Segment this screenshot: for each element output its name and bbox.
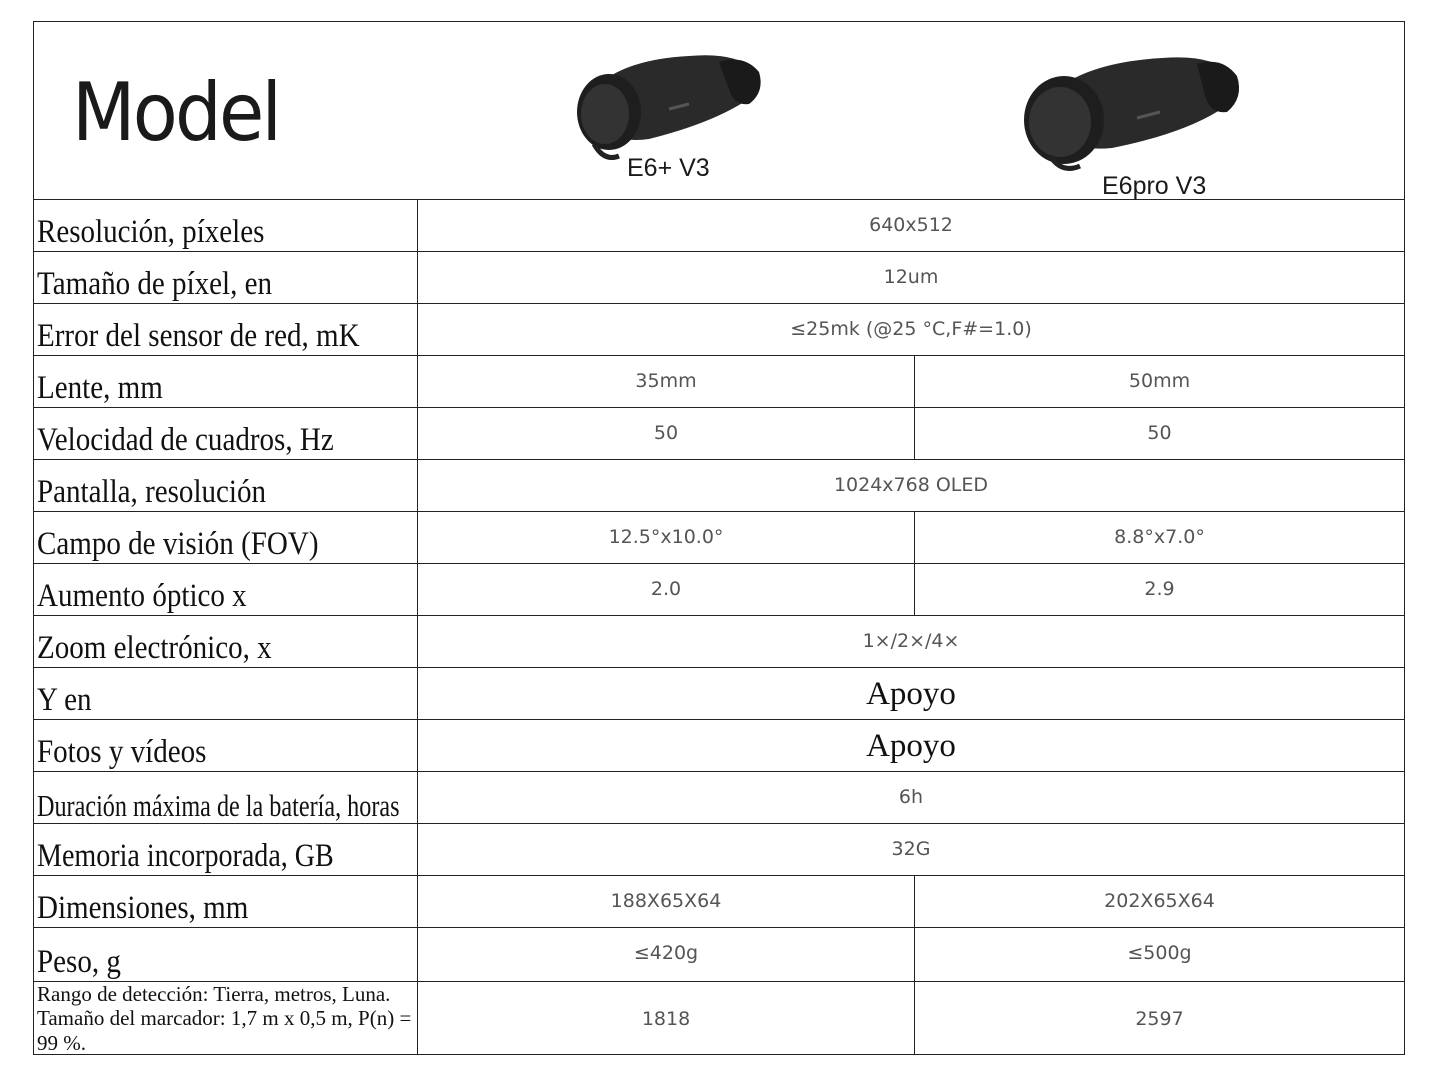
product-name-e6plus: E6+ V3: [627, 154, 710, 182]
row-value: Apoyo: [866, 676, 956, 712]
row-value-e6plus: 188X65X64: [418, 876, 915, 927]
table-row: [34, 616, 1404, 668]
thermal-monocular-icon: [1022, 44, 1252, 174]
table-row: [34, 356, 1404, 408]
table-row: [34, 876, 1404, 928]
row-value: 32G: [891, 838, 931, 860]
table-row: [34, 668, 1404, 720]
row-label: Memoria incorporada, GB: [34, 824, 418, 875]
row-value-e6plus: 12.5°x10.0°: [418, 512, 915, 563]
table-row: [34, 304, 1404, 356]
product-name-e6pro: E6pro V3: [1102, 172, 1207, 200]
table-row: [34, 460, 1404, 512]
table-header: [34, 22, 1404, 200]
row-value-e6plus: ≤420g: [418, 928, 915, 981]
row-label: Velocidad de cuadros, Hz: [34, 408, 418, 459]
row-label: Pantalla, resolución: [34, 460, 418, 511]
row-value-e6plus: 50: [418, 408, 915, 459]
table-row: [34, 928, 1404, 982]
row-label: Resolución, píxeles: [34, 200, 418, 251]
product-e6pro: [1022, 44, 1262, 200]
table-row: [34, 564, 1404, 616]
row-label: Peso, g: [34, 928, 418, 981]
row-label: Tamaño de píxel, en: [34, 252, 418, 303]
row-label: Rango de detección: Tierra, metros, Luna. Tamaño del marcador: 1,7 m x 0,5 m, P(n) = 99 %.: [34, 982, 418, 1055]
row-value-e6plus: 35mm: [418, 356, 915, 407]
row-value: 1×/2×/4×: [862, 630, 960, 652]
table-row: [34, 512, 1404, 564]
row-label: Aumento óptico x: [34, 564, 418, 615]
row-label: Campo de visión (FOV): [34, 512, 418, 563]
table-row: [34, 720, 1404, 772]
row-value: 12um: [883, 266, 939, 288]
row-value: 640x512: [869, 214, 953, 236]
table-row: [34, 252, 1404, 304]
row-label: Fotos y vídeos: [34, 720, 418, 771]
row-value-e6pro: 2.9: [1144, 578, 1175, 600]
row-value-e6pro: 50mm: [1128, 370, 1191, 392]
row-label: Dimensiones, mm: [34, 876, 418, 927]
row-value-e6pro: 202X65X64: [1104, 890, 1215, 912]
row-label: Duración máxima de la batería, horas: [34, 772, 418, 823]
spec-table: [33, 21, 1405, 1055]
row-value-e6plus: 1818: [418, 982, 915, 1055]
row-value-e6pro: 50: [1147, 422, 1172, 444]
row-value: ≤25mk (@25 °C,F#=1.0): [790, 318, 1032, 340]
table-row: [34, 982, 1404, 1055]
row-value-e6pro: 8.8°x7.0°: [1114, 526, 1205, 548]
table-row: [34, 824, 1404, 876]
table-row: [34, 408, 1404, 460]
model-title: Model: [72, 66, 280, 159]
row-label: Y en: [34, 668, 418, 719]
row-value-e6pro: ≤500g: [1127, 942, 1192, 964]
row-value: 6h: [898, 786, 924, 808]
row-label: Lente, mm: [34, 356, 418, 407]
row-value: 1024x768 OLED: [833, 474, 989, 496]
row-value: Apoyo: [866, 728, 956, 764]
thermal-monocular-icon: [569, 44, 769, 164]
row-label: Zoom electrónico, x: [34, 616, 418, 667]
row-label: Error del sensor de red, mK: [34, 304, 418, 355]
product-e6plus: [569, 44, 809, 194]
table-row: [34, 772, 1404, 824]
row-value-e6pro: 2597: [1135, 1007, 1184, 1030]
table-row: [34, 200, 1404, 252]
row-value-e6plus: 2.0: [418, 564, 915, 615]
